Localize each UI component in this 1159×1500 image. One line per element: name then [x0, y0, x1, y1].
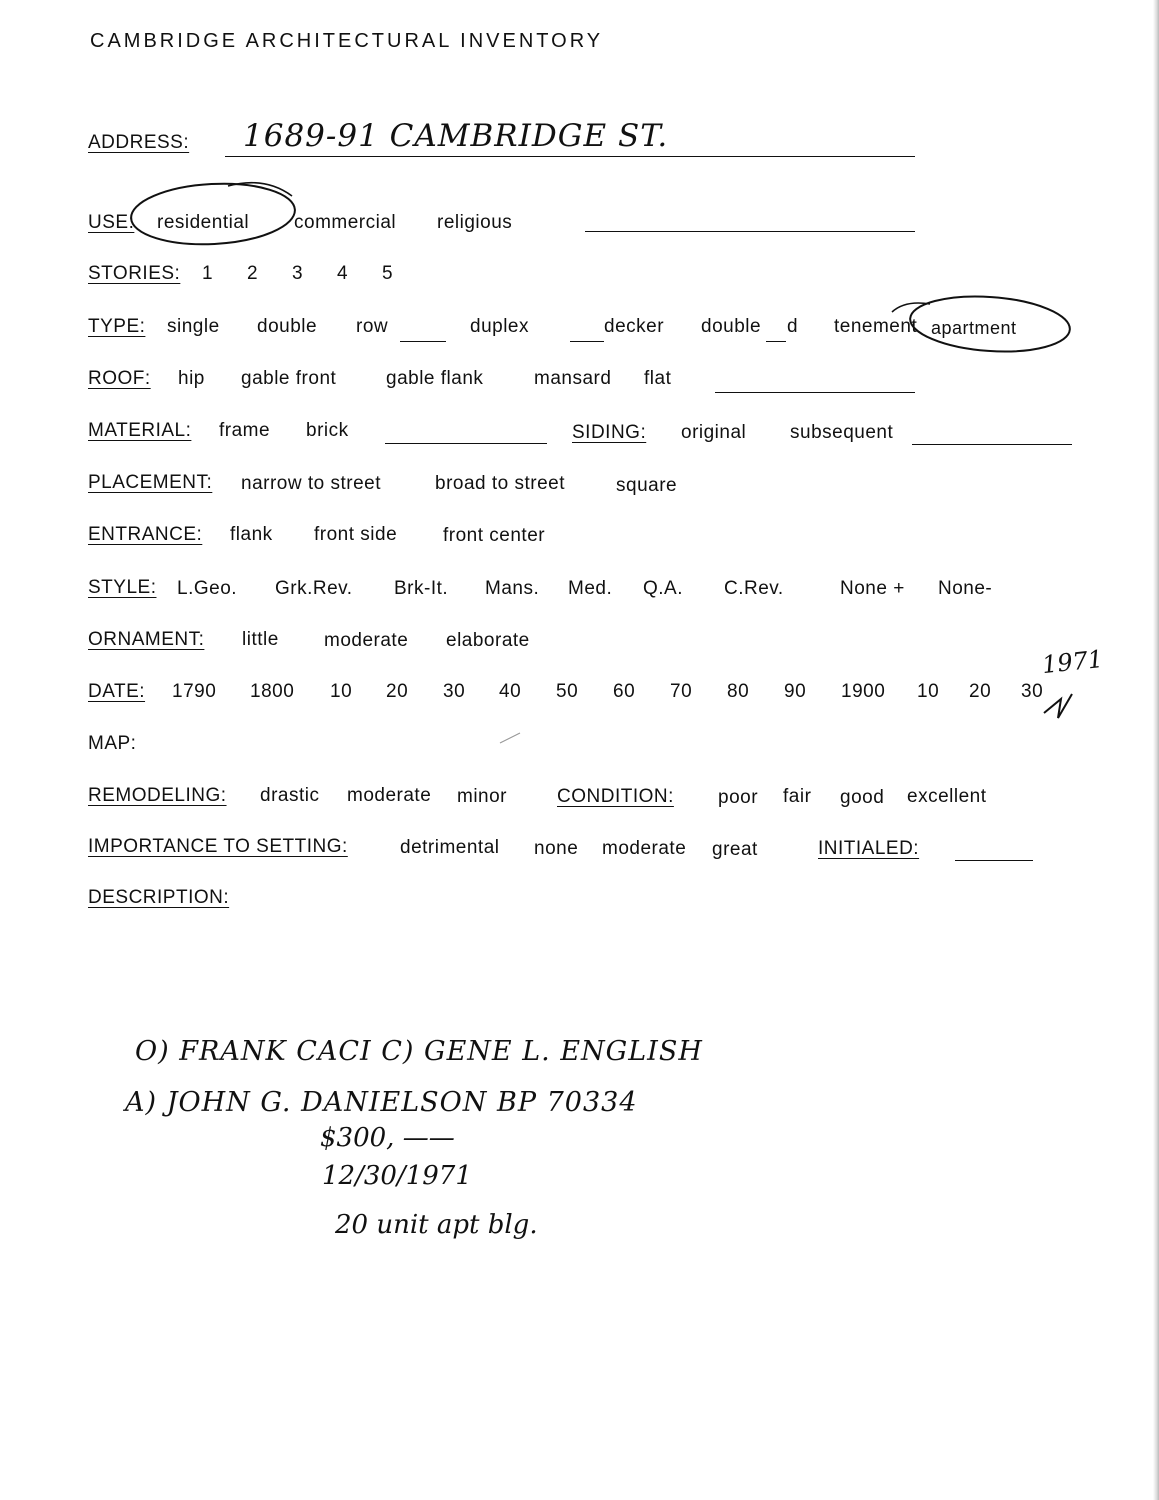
ornament-option-little: little — [242, 629, 279, 650]
style-option-none-plus: None + — [840, 578, 905, 599]
type-option-d: d — [787, 316, 799, 337]
roof-option-hip: hip — [178, 368, 205, 389]
importance-option-detrimental: detrimental — [400, 837, 500, 858]
entrance-option-front-side: front side — [314, 524, 398, 545]
use-label: USE: — [88, 212, 135, 233]
type-option-decker: decker — [604, 316, 665, 337]
importance-option-none: none — [534, 838, 579, 859]
placement-option-square: square — [616, 475, 678, 496]
date-option-90: 90 — [784, 681, 807, 702]
roof-other-line — [715, 392, 915, 393]
form-title: CAMBRIDGE ARCHITECTURAL INVENTORY — [90, 30, 604, 52]
use-option-residential: residential — [157, 212, 250, 233]
condition-option-poor: poor — [718, 787, 759, 808]
date-label: DATE: — [88, 681, 146, 702]
ornament-option-elaborate: elaborate — [446, 630, 530, 651]
scan-edge — [1153, 0, 1159, 1500]
address-line — [225, 156, 915, 157]
stories-option-5: 5 — [382, 263, 394, 284]
remodeling-option-minor: minor — [457, 786, 508, 807]
importance-option-great: great — [712, 839, 758, 860]
style-option-mans: Mans. — [485, 578, 540, 599]
note-architect-permit: A) JOHN G. DANIELSON BP 70334 — [125, 1087, 638, 1118]
description-label: DESCRIPTION: — [88, 887, 230, 908]
type-decker-blank — [570, 341, 604, 342]
map-label: MAP: — [88, 733, 137, 754]
roof-label: ROOF: — [88, 368, 151, 389]
date-option-1930: 30 — [1021, 681, 1044, 702]
condition-option-fair: fair — [783, 786, 812, 807]
style-option-crev: C.Rev. — [724, 578, 784, 599]
type-label: TYPE: — [88, 316, 146, 337]
importance-label: IMPORTANCE TO SETTING: — [88, 836, 348, 857]
placement-option-broad: broad to street — [435, 473, 566, 494]
style-option-grkrev: Grk.Rev. — [275, 578, 353, 599]
date-option-40: 40 — [499, 681, 522, 702]
type-option-double-decker: double — [701, 316, 762, 337]
date-option-20: 20 — [386, 681, 409, 702]
note-units: 20 unit apt blg. — [335, 1210, 538, 1240]
siding-other-line — [912, 444, 1072, 445]
note-cost: $300, —— — [320, 1123, 455, 1153]
style-option-lgeo: L.Geo. — [177, 578, 238, 599]
date-handwritten: 1971 — [1040, 644, 1105, 680]
date-option-1800: 1800 — [250, 681, 295, 702]
type-option-row: row — [356, 316, 389, 337]
entrance-label: ENTRANCE: — [88, 524, 203, 545]
entrance-option-flank: flank — [230, 524, 273, 545]
type-row-blank — [400, 341, 446, 342]
placement-label: PLACEMENT: — [88, 472, 213, 493]
date-option-1920: 20 — [969, 681, 992, 702]
siding-option-original: original — [681, 422, 747, 443]
stories-option-1: 1 — [202, 263, 214, 284]
date-option-60: 60 — [613, 681, 636, 702]
entrance-option-front-center: front center — [443, 525, 546, 546]
use-option-religious: religious — [437, 212, 513, 233]
roof-option-mansard: mansard — [534, 368, 612, 389]
address-value: 1689-91 CAMBRIDGE ST. — [243, 118, 669, 154]
condition-option-excellent: excellent — [907, 786, 987, 807]
use-circle-tail — [228, 183, 292, 196]
condition-label: CONDITION: — [557, 786, 674, 807]
type-option-double: double — [257, 316, 318, 337]
type-option-tenement: tenement — [834, 316, 918, 337]
ornament-label: ORNAMENT: — [88, 629, 205, 650]
material-other-line — [385, 443, 547, 444]
type-option-duplex: duplex — [470, 316, 529, 337]
stories-option-4: 4 — [337, 263, 349, 284]
stories-option-3: 3 — [292, 263, 304, 284]
date-option-30: 30 — [443, 681, 466, 702]
date-check-mark — [1044, 694, 1072, 718]
style-option-brkit: Brk-It. — [394, 578, 449, 599]
placement-option-narrow: narrow to street — [241, 473, 381, 494]
map-pencil-mark — [500, 733, 520, 743]
style-label: STYLE: — [88, 577, 157, 598]
date-option-10: 10 — [330, 681, 353, 702]
date-option-1900: 1900 — [841, 681, 886, 702]
initialed-line — [955, 860, 1033, 861]
roof-option-flat: flat — [644, 368, 672, 389]
importance-option-moderate: moderate — [602, 838, 687, 859]
type-circle-tail — [892, 303, 930, 312]
style-option-none-minus: None- — [938, 578, 993, 599]
remodeling-option-moderate: moderate — [347, 785, 432, 806]
roof-option-gable-front: gable front — [241, 368, 337, 389]
material-option-brick: brick — [306, 420, 349, 441]
material-option-frame: frame — [219, 420, 271, 441]
remodeling-label: REMODELING: — [88, 785, 227, 806]
date-option-70: 70 — [670, 681, 693, 702]
note-date: 12/30/1971 — [322, 1161, 472, 1191]
use-other-line — [585, 231, 915, 232]
condition-option-good: good — [840, 787, 885, 808]
style-option-qa: Q.A. — [643, 578, 684, 599]
stories-label: STORIES: — [88, 263, 181, 284]
siding-option-subsequent: subsequent — [790, 422, 894, 443]
date-option-1790: 1790 — [172, 681, 217, 702]
date-option-80: 80 — [727, 681, 750, 702]
stories-option-2: 2 — [247, 263, 259, 284]
type-option-apartment: apartment — [931, 318, 1017, 338]
date-option-1910: 10 — [917, 681, 940, 702]
type-option-single: single — [167, 316, 220, 337]
date-option-50: 50 — [556, 681, 579, 702]
ornament-option-moderate: moderate — [324, 630, 409, 651]
address-label: ADDRESS: — [88, 132, 190, 153]
material-label: MATERIAL: — [88, 420, 192, 441]
remodeling-option-drastic: drastic — [260, 785, 320, 806]
use-option-commercial: commercial — [294, 212, 397, 233]
style-option-med: Med. — [568, 578, 613, 599]
type-double-d-blank — [766, 341, 786, 342]
siding-label: SIDING: — [572, 422, 647, 443]
initialed-label: INITIALED: — [818, 838, 920, 859]
roof-option-gable-flank: gable flank — [386, 368, 484, 389]
note-owner-contractor: O) FRANK CACI C) GENE L. ENGLISH — [135, 1036, 703, 1067]
